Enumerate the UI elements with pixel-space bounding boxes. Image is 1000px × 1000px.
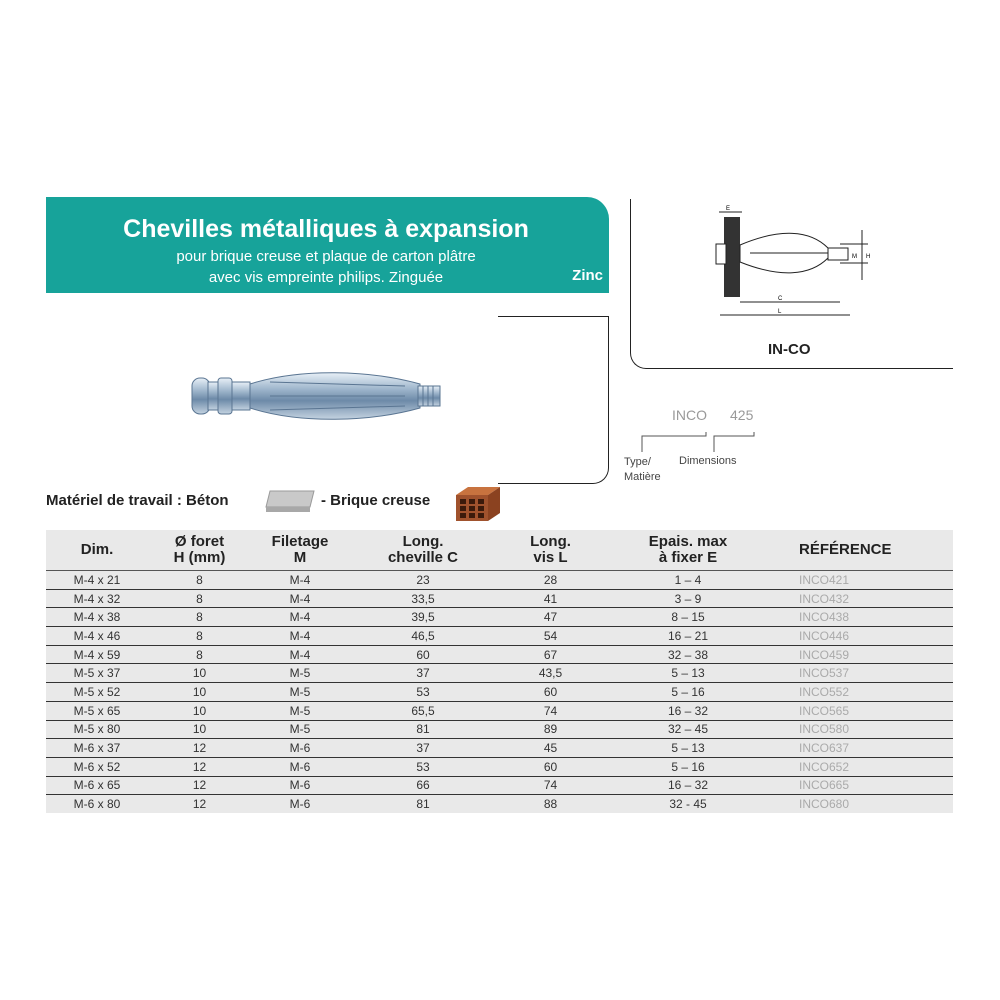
cell-col-max-thickness: 32 – 38 — [604, 645, 772, 664]
cell-col-screw-length: 28 — [497, 571, 604, 590]
cell-col-dim: M-4 x 32 — [46, 589, 148, 608]
table-row — [46, 757, 953, 776]
cell-col-thread: M-5 — [251, 664, 349, 683]
table-row — [46, 645, 953, 664]
type-label-line-2: Matière — [624, 471, 661, 483]
cell-col-drill: 12 — [148, 757, 251, 776]
cell-col-drill: 10 — [148, 720, 251, 739]
cell-col-screw-length: 41 — [497, 589, 604, 608]
dim-h-label: H — [866, 254, 871, 260]
cell-col-drill: 12 — [148, 739, 251, 758]
cell-col-dim: M-6 x 37 — [46, 739, 148, 758]
header-line-1: Dim. — [80, 541, 114, 558]
cell-col-anchor-length: 60 — [349, 645, 497, 664]
table-row — [46, 720, 953, 739]
table-row — [46, 589, 953, 608]
cell-col-reference: INCO446 — [772, 627, 953, 646]
cell-col-reference: INCO580 — [772, 720, 953, 739]
hollow-brick-icon — [454, 485, 502, 523]
cell-col-dim: M-4 x 59 — [46, 645, 148, 664]
cell-col-drill: 8 — [148, 645, 251, 664]
header-line-2: M — [293, 549, 307, 566]
header-col-anchor-length — [349, 530, 497, 571]
cell-col-anchor-length: 46,5 — [349, 627, 497, 646]
subtitle-line-1: pour brique creuse et plaque de carton plâtre — [176, 248, 476, 265]
cell-col-anchor-length: 65,5 — [349, 701, 497, 720]
cell-col-dim: M-5 x 80 — [46, 720, 148, 739]
cell-col-drill: 10 — [148, 701, 251, 720]
cell-col-anchor-length: 81 — [349, 720, 497, 739]
cell-col-screw-length: 45 — [497, 739, 604, 758]
cell-col-screw-length: 54 — [497, 627, 604, 646]
code-dimension: 425 — [730, 407, 754, 423]
header-line-2: à fixer E — [658, 549, 718, 566]
cell-col-reference: INCO565 — [772, 701, 953, 720]
cell-col-reference: INCO432 — [772, 589, 953, 608]
cell-col-drill: 8 — [148, 589, 251, 608]
cell-col-drill: 10 — [148, 683, 251, 702]
cell-col-drill: 12 — [148, 776, 251, 795]
header-line-2: cheville C — [387, 549, 459, 566]
header-line-2: H (mm) — [173, 549, 226, 566]
cell-col-thread: M-6 — [251, 757, 349, 776]
cell-col-max-thickness: 5 – 13 — [604, 739, 772, 758]
table-row — [46, 608, 953, 627]
cell-col-dim: M-6 x 80 — [46, 795, 148, 813]
cell-col-anchor-length: 66 — [349, 776, 497, 795]
dim-m-label: M — [852, 254, 857, 260]
cell-col-max-thickness: 32 – 45 — [604, 720, 772, 739]
header-banner — [46, 197, 609, 293]
cell-col-drill: 10 — [148, 664, 251, 683]
cell-col-max-thickness: 5 – 13 — [604, 664, 772, 683]
type-label — [624, 455, 661, 485]
concrete-block-icon — [262, 487, 318, 515]
cell-col-screw-length: 60 — [497, 757, 604, 776]
cell-col-max-thickness: 32 - 45 — [604, 795, 772, 813]
cell-col-reference: INCO421 — [772, 571, 953, 590]
product-photo-frame — [498, 316, 609, 484]
cell-col-screw-length: 60 — [497, 683, 604, 702]
dim-l-label: L — [778, 309, 782, 315]
header-line-1: Long. — [530, 533, 571, 550]
cell-col-thread: M-5 — [251, 683, 349, 702]
cell-col-reference: INCO438 — [772, 608, 953, 627]
anchor-technical-diagram — [690, 200, 890, 325]
cell-col-thread: M-4 — [251, 627, 349, 646]
table-row — [46, 627, 953, 646]
cell-col-thread: M-5 — [251, 720, 349, 739]
cell-col-drill: 8 — [148, 608, 251, 627]
code-type: INCO — [672, 407, 707, 423]
cell-col-anchor-length: 37 — [349, 664, 497, 683]
dimensions-label: Dimensions — [679, 455, 737, 467]
header-col-dim — [46, 530, 148, 571]
material-label-concrete: Matériel de travail : Béton — [46, 492, 229, 509]
table-body — [46, 571, 953, 813]
cell-col-thread: M-4 — [251, 645, 349, 664]
header-line-1: Filetage — [271, 533, 329, 550]
dim-c-label: C — [778, 296, 783, 302]
cell-col-anchor-length: 39,5 — [349, 608, 497, 627]
material-label-brick: - Brique creuse — [321, 492, 431, 509]
table-row — [46, 776, 953, 795]
cell-col-screw-length: 88 — [497, 795, 604, 813]
type-label-line-1: Type/ — [624, 456, 651, 468]
table-row — [46, 571, 953, 590]
cell-col-drill: 12 — [148, 795, 251, 813]
cell-col-max-thickness: 5 – 16 — [604, 757, 772, 776]
header-line-2: vis L — [533, 549, 568, 566]
cell-col-screw-length: 67 — [497, 645, 604, 664]
header-col-thread — [251, 530, 349, 571]
cell-col-reference: INCO652 — [772, 757, 953, 776]
diagram-label: IN-CO — [768, 341, 811, 358]
header-col-reference — [772, 530, 953, 571]
table-header-row — [46, 530, 953, 571]
cell-col-dim: M-4 x 38 — [46, 608, 148, 627]
table-row — [46, 739, 953, 758]
cell-col-screw-length: 74 — [497, 701, 604, 720]
cell-col-anchor-length: 53 — [349, 683, 497, 702]
cell-col-reference: INCO459 — [772, 645, 953, 664]
cell-col-anchor-length: 53 — [349, 757, 497, 776]
cell-col-dim: M-5 x 52 — [46, 683, 148, 702]
cell-col-dim: M-6 x 52 — [46, 757, 148, 776]
cell-col-screw-length: 47 — [497, 608, 604, 627]
table-row — [46, 795, 953, 813]
product-table — [46, 530, 953, 813]
subtitle-line-2: avec vis empreinte philips. Zinguée — [208, 269, 444, 286]
cell-col-max-thickness: 16 – 21 — [604, 627, 772, 646]
header-col-drill — [148, 530, 251, 571]
cell-col-anchor-length: 37 — [349, 739, 497, 758]
header-line-1: RÉFÉRENCE — [799, 541, 892, 558]
table-row — [46, 664, 953, 683]
cell-col-thread: M-5 — [251, 701, 349, 720]
cell-col-screw-length: 89 — [497, 720, 604, 739]
table-row — [46, 701, 953, 720]
anchor-product-image — [190, 360, 460, 435]
table-row — [46, 683, 953, 702]
cell-col-thread: M-6 — [251, 739, 349, 758]
cell-col-thread: M-4 — [251, 608, 349, 627]
cell-col-screw-length: 74 — [497, 776, 604, 795]
cell-col-dim: M-6 x 65 — [46, 776, 148, 795]
cell-col-anchor-length: 33,5 — [349, 589, 497, 608]
cell-col-screw-length: 43,5 — [497, 664, 604, 683]
cell-col-anchor-length: 23 — [349, 571, 497, 590]
cell-col-thread: M-6 — [251, 795, 349, 813]
cell-col-dim: M-4 x 46 — [46, 627, 148, 646]
header-line-1: Long. — [402, 533, 444, 550]
page-title: Chevilles métalliques à expansion — [123, 215, 529, 243]
cell-col-thread: M-6 — [251, 776, 349, 795]
cell-col-dim: M-4 x 21 — [46, 571, 148, 590]
cell-col-max-thickness: 16 – 32 — [604, 776, 772, 795]
cell-col-reference: INCO537 — [772, 664, 953, 683]
header-line-1: Epais. max — [648, 533, 728, 550]
cell-col-reference: INCO665 — [772, 776, 953, 795]
cell-col-reference: INCO552 — [772, 683, 953, 702]
cell-col-dim: M-5 x 65 — [46, 701, 148, 720]
cell-col-reference: INCO680 — [772, 795, 953, 813]
finish-label: Zinc — [572, 267, 603, 284]
header-col-max-thickness — [604, 530, 772, 571]
cell-col-anchor-length: 81 — [349, 795, 497, 813]
header-line-1: Ø foret — [174, 533, 225, 550]
cell-col-max-thickness: 8 – 15 — [604, 608, 772, 627]
cell-col-max-thickness: 1 – 4 — [604, 571, 772, 590]
cell-col-max-thickness: 5 – 16 — [604, 683, 772, 702]
header-col-screw-length — [497, 530, 604, 571]
cell-col-thread: M-4 — [251, 589, 349, 608]
cell-col-drill: 8 — [148, 571, 251, 590]
cell-col-dim: M-5 x 37 — [46, 664, 148, 683]
cell-col-max-thickness: 3 – 9 — [604, 589, 772, 608]
cell-col-max-thickness: 16 – 32 — [604, 701, 772, 720]
cell-col-thread: M-4 — [251, 571, 349, 590]
cell-col-reference: INCO637 — [772, 739, 953, 758]
cell-col-drill: 8 — [148, 627, 251, 646]
code-legend-lines — [620, 424, 760, 456]
dim-e-label: E — [726, 206, 731, 212]
